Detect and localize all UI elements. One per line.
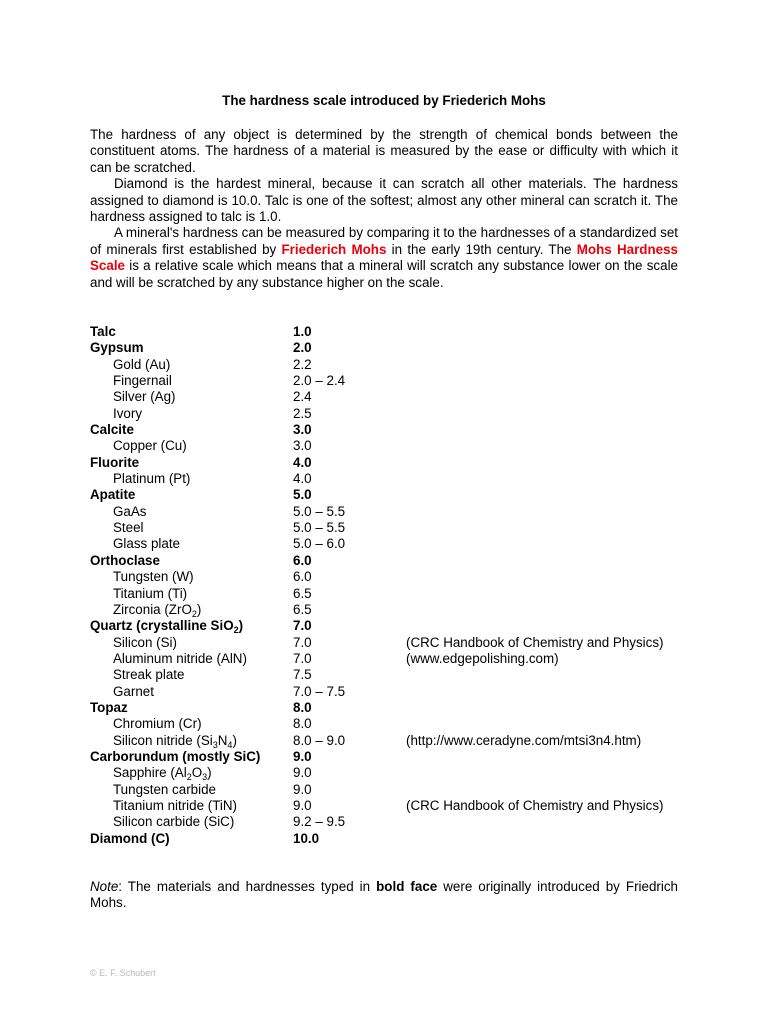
- table-row: [90, 471, 690, 487]
- hardness-value: 9.0: [293, 781, 312, 797]
- note-text-b: were originally introduced by Friedrich Mohs.: [90, 879, 678, 911]
- material-name: GaAs: [113, 503, 147, 519]
- material-name: Gypsum: [90, 340, 144, 356]
- table-row: [90, 455, 690, 471]
- material-name: Streak plate: [113, 667, 185, 683]
- hardness-value: 10.0: [293, 830, 320, 846]
- material-name: Sapphire $(Al_2O_3)$: [113, 765, 212, 783]
- material-name: Diamond (C): [90, 830, 170, 846]
- table-row: [90, 438, 690, 454]
- table-row: [90, 553, 690, 569]
- table-row: [90, 700, 690, 716]
- reference-source: (CRC Handbook of Chemistry and Physics): [406, 634, 664, 650]
- note-bold-face: bold face: [376, 879, 438, 894]
- material-name: Glass plate: [113, 536, 180, 552]
- table-row: [90, 602, 690, 618]
- table-row: [90, 389, 690, 405]
- material-name: Calcite: [90, 422, 134, 438]
- table-row: [90, 618, 690, 634]
- hardness-table: [90, 324, 690, 847]
- hardness-value: 2.4: [293, 389, 312, 405]
- hardness-value: 7.0 – 7.5: [293, 683, 346, 699]
- hardness-value: 2.0 – 2.4: [293, 373, 346, 389]
- intro-paragraph-2: Diamond is the hardest mineral, because it can scratch all other materials. The hardness assigned to diamond is 10.0. Talc is one of the softest; almost any other mineral can scratch it. The hardness assigned to talc is 1.0.: [90, 176, 678, 225]
- table-row: [90, 373, 690, 389]
- table-row: [90, 831, 690, 847]
- hardness-value: 5.0: [293, 487, 312, 503]
- material-name: Steel: [113, 520, 144, 536]
- document-title: The hardness scale introduced by Friederich Mohs: [222, 93, 546, 108]
- hardness-value: 6.5: [293, 585, 312, 601]
- material-name: Topaz: [90, 699, 128, 715]
- hardness-value: 6.0: [293, 569, 312, 585]
- hardness-value: 8.0: [293, 716, 312, 732]
- hardness-value: 3.0: [293, 422, 312, 438]
- intro-text: [90, 127, 678, 291]
- hardness-value: 2.2: [293, 356, 312, 372]
- material-name: Fluorite: [90, 454, 140, 470]
- material-name: Talc: [90, 324, 116, 339]
- table-row: [90, 635, 690, 651]
- hardness-value: 7.5: [293, 667, 312, 683]
- material-name: Ivory: [113, 405, 143, 421]
- intro-paragraph-1: The hardness of any object is determined by the strength of chemical bonds between the constituent atoms. The hardness of a material is measured by the ease or difficulty with which it can be scratched.: [90, 127, 678, 175]
- material-name: Garnet: [113, 683, 154, 699]
- table-row: [90, 667, 690, 683]
- hardness-value: 7.0: [293, 634, 312, 650]
- material-name: Titanium nitride (TiN): [113, 797, 238, 813]
- material-name: Tungsten (W): [113, 569, 194, 585]
- intro-paragraph-3-part-c: is a relative scale which means that a mineral will scratch any substance lower on the scale and will be scratched by any substance higher on the scale.: [90, 258, 678, 290]
- table-row: [90, 536, 690, 552]
- hardness-value: 8.0 – 9.0: [293, 732, 346, 748]
- material-name: Orthoclase: [90, 552, 160, 568]
- table-row: [90, 814, 690, 830]
- table-row: [90, 520, 690, 536]
- material-name: Silicon (Si): [113, 634, 177, 650]
- table-row: [90, 749, 690, 765]
- hardness-value: 9.0: [293, 748, 312, 764]
- table-row: [90, 651, 690, 667]
- hardness-value: 3.0: [293, 438, 312, 454]
- material-name: Carborundum (mostly SiC): [90, 748, 261, 764]
- intro-paragraph-3: [90, 225, 678, 291]
- hardness-value: 8.0: [293, 699, 312, 715]
- hardness-value: 2.0: [293, 340, 312, 356]
- note-text-a: : The materials and hardnesses typed in: [118, 879, 377, 894]
- table-row: [90, 765, 690, 781]
- material-name: Platinum (Pt): [113, 471, 191, 487]
- hardness-value: 5.0 – 5.5: [293, 503, 346, 519]
- hardness-value: 7.0: [293, 650, 312, 666]
- hardness-value: 1.0: [293, 324, 312, 339]
- table-row: [90, 357, 690, 373]
- intro-paragraph-3-part-a: A mineral's hardness can be measured by comparing it to the hardnesses of a standardized set of minerals first established by: [90, 225, 678, 257]
- hardness-value: 2.5: [293, 405, 312, 421]
- table-row: [90, 586, 690, 602]
- material-name: Fingernail: [113, 373, 172, 389]
- hardness-value: 5.0 – 6.0: [293, 536, 346, 552]
- table-row: [90, 324, 690, 340]
- table-row: [90, 340, 690, 356]
- hardness-value: 4.0: [293, 471, 312, 487]
- material-name: Titanium (Ti): [113, 585, 188, 601]
- material-name: Tungsten carbide: [113, 781, 216, 797]
- table-row: [90, 406, 690, 422]
- material-name: Aluminum nitride (AlN): [113, 650, 247, 666]
- table-row: [90, 798, 690, 814]
- material-name: Silver (Ag): [113, 389, 176, 405]
- table-row: [90, 716, 690, 732]
- hardness-value: 9.0: [293, 797, 312, 813]
- mohs-name-highlight: Friederich Mohs: [281, 241, 387, 257]
- hardness-value: 4.0: [293, 454, 312, 470]
- reference-source: (CRC Handbook of Chemistry and Physics): [406, 797, 664, 813]
- table-row: [90, 487, 690, 503]
- hardness-value: 7.0: [293, 618, 312, 634]
- hardness-value: 9.2 – 9.5: [293, 814, 346, 830]
- material-name: Copper (Cu): [113, 438, 187, 454]
- material-name: Gold (Au): [113, 356, 171, 372]
- material-name: Silicon nitride $(Si_3N_4)$: [113, 732, 237, 750]
- reference-source: (www.edgepolishing.com): [406, 650, 559, 666]
- hardness-value: 6.5: [293, 601, 312, 617]
- table-row: [90, 569, 690, 585]
- material-name: Chromium (Cr): [113, 716, 202, 732]
- material-name: Silicon carbide (SiC): [113, 814, 235, 830]
- hardness-value: 6.0: [293, 552, 312, 568]
- note-paragraph: [90, 879, 678, 912]
- table-row: [90, 782, 690, 798]
- reference-source: (http://www.ceradyne.com/mtsi3n4.htm): [406, 732, 642, 748]
- material-name: Apatite: [90, 487, 136, 503]
- hardness-value: 5.0 – 5.5: [293, 520, 346, 536]
- mohs-scale-highlight: Mohs Hardness Scale: [90, 241, 678, 274]
- table-row: [90, 422, 690, 438]
- material-name: Quartz (crystalline SiO$_2$): [90, 618, 244, 636]
- hardness-value: 9.0: [293, 765, 312, 781]
- table-row: [90, 684, 690, 700]
- material-name: Zirconia (ZrO$_2$): [113, 601, 202, 619]
- table-row: [90, 504, 690, 520]
- copyright-footer: © E. F. Schubert: [90, 968, 156, 978]
- note-label: Note: [90, 879, 119, 894]
- intro-paragraph-3-part-b: in the early 19th century. The: [386, 241, 577, 257]
- table-row: [90, 733, 690, 749]
